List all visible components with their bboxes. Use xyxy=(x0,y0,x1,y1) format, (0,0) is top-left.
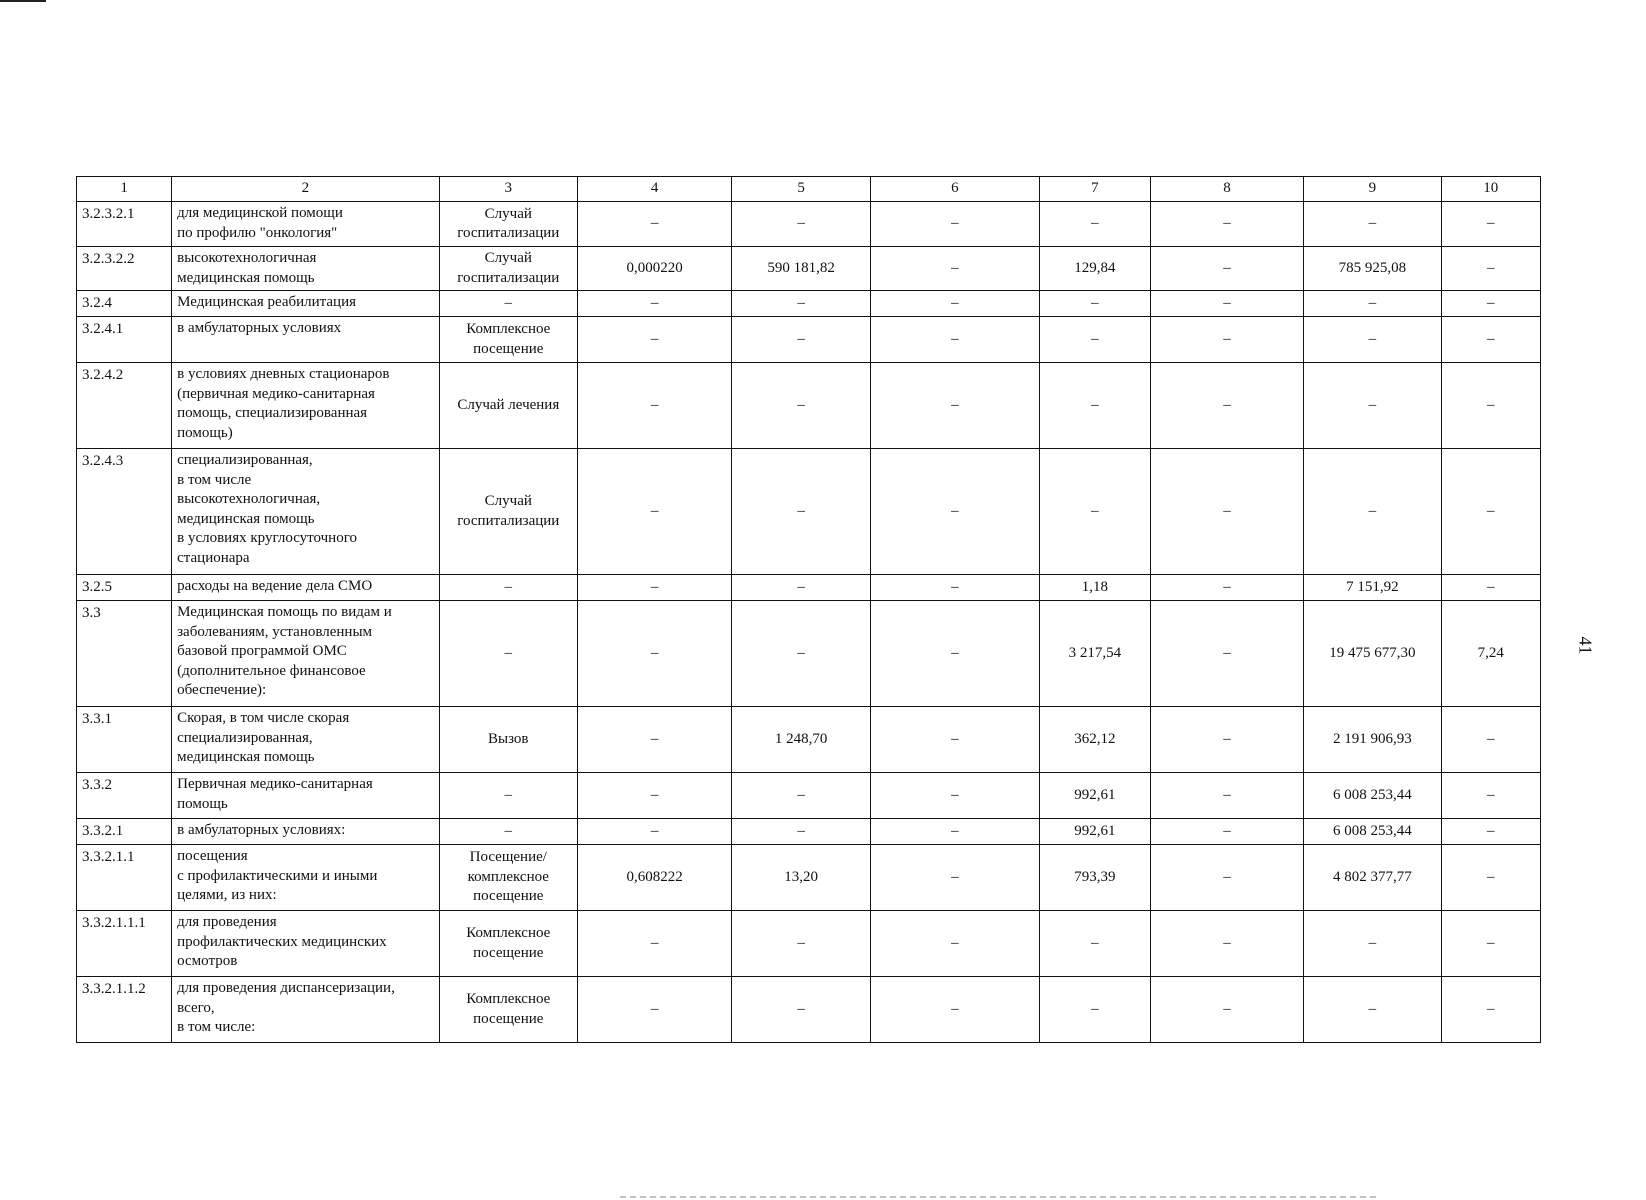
table-cell: – xyxy=(578,317,732,363)
table-cell: Вызов xyxy=(439,707,577,773)
table-cell: – xyxy=(1150,247,1303,291)
table-cell: – xyxy=(578,819,732,845)
row-name-cell: Скорая, в том числе скорая специализированная, медицинская помощь xyxy=(172,707,439,773)
table-cell: – xyxy=(1150,773,1303,819)
table-cell: 1,18 xyxy=(1039,575,1150,601)
table-cell: – xyxy=(732,575,870,601)
table-cell: – xyxy=(870,449,1039,575)
table-cell: – xyxy=(1304,317,1441,363)
table-cell: – xyxy=(439,819,577,845)
table-row xyxy=(77,911,1541,977)
table-cell: – xyxy=(732,819,870,845)
table-cell: – xyxy=(1150,845,1303,911)
table-cell: – xyxy=(1150,291,1303,317)
header-cell: 9 xyxy=(1304,177,1441,202)
row-name-cell: Медицинская реабилитация xyxy=(172,291,439,317)
table-cell: – xyxy=(1304,363,1441,449)
table-row xyxy=(77,707,1541,773)
table-cell: – xyxy=(732,977,870,1043)
table-cell: – xyxy=(1150,363,1303,449)
table-cell: – xyxy=(1441,845,1540,911)
table-cell: – xyxy=(1039,911,1150,977)
row-name-cell: для медицинской помощи по профилю "онкология" xyxy=(172,202,439,247)
table-row xyxy=(77,575,1541,601)
page-number: 41 xyxy=(1575,636,1596,655)
table-cell: 590 181,82 xyxy=(732,247,870,291)
table-cell: 7 151,92 xyxy=(1304,575,1441,601)
row-name-cell: специализированная, в том числе высокотехнологичная, медицинская помощь в условиях круглосуточного стационара xyxy=(172,449,439,575)
table-cell: – xyxy=(1441,317,1540,363)
row-number-cell: 3.3.2.1 xyxy=(77,819,172,845)
table-cell: – xyxy=(578,773,732,819)
table-cell: – xyxy=(1441,363,1540,449)
row-number-cell: 3.2.3.2.1 xyxy=(77,202,172,247)
row-number-cell: 3.3.2 xyxy=(77,773,172,819)
table-cell: – xyxy=(1039,363,1150,449)
table-row xyxy=(77,363,1541,449)
table-cell: 992,61 xyxy=(1039,773,1150,819)
table-cell: – xyxy=(732,317,870,363)
table-cell: 0,608222 xyxy=(578,845,732,911)
table-cell: – xyxy=(578,291,732,317)
table-row xyxy=(77,977,1541,1043)
table-cell: – xyxy=(870,819,1039,845)
table-row xyxy=(77,202,1541,247)
table-row xyxy=(77,291,1541,317)
table-cell: – xyxy=(870,845,1039,911)
table-body xyxy=(77,177,1541,1043)
table-cell: – xyxy=(1039,449,1150,575)
table-cell: – xyxy=(1441,707,1540,773)
table-cell: 129,84 xyxy=(1039,247,1150,291)
table-cell: – xyxy=(1441,911,1540,977)
table-cell: – xyxy=(1304,202,1441,247)
row-number-cell: 3.3.2.1.1 xyxy=(77,845,172,911)
table-cell: Комплексное посещение xyxy=(439,911,577,977)
header-cell: 8 xyxy=(1150,177,1303,202)
table-cell: – xyxy=(870,202,1039,247)
header-cell: 3 xyxy=(439,177,577,202)
table-row xyxy=(77,317,1541,363)
table-cell: – xyxy=(1441,291,1540,317)
table-row xyxy=(77,845,1541,911)
table-cell: – xyxy=(1441,202,1540,247)
table-cell: 2 191 906,93 xyxy=(1304,707,1441,773)
row-number-cell: 3.2.5 xyxy=(77,575,172,601)
table-cell: Случай госпитализации xyxy=(439,247,577,291)
table-cell: – xyxy=(1039,977,1150,1043)
table-cell: – xyxy=(1150,575,1303,601)
row-name-cell: в амбулаторных условиях: xyxy=(172,819,439,845)
table-cell: – xyxy=(1150,911,1303,977)
row-name-cell: для проведения профилактических медицинских осмотров xyxy=(172,911,439,977)
table-cell: – xyxy=(1150,977,1303,1043)
table-cell: – xyxy=(439,291,577,317)
table-cell: – xyxy=(870,707,1039,773)
table-row xyxy=(77,601,1541,707)
row-name-cell: Медицинская помощь по видам и заболеваниям, установленным базовой программой ОМС (дополнительное финансовое обеспечение): xyxy=(172,601,439,707)
table-cell: – xyxy=(1304,291,1441,317)
table-cell: – xyxy=(1441,773,1540,819)
table-row xyxy=(77,449,1541,575)
table-cell: – xyxy=(1150,317,1303,363)
row-name-cell: высокотехнологичная медицинская помощь xyxy=(172,247,439,291)
table-cell: – xyxy=(1304,449,1441,575)
table-cell: – xyxy=(870,977,1039,1043)
table-cell: – xyxy=(1150,707,1303,773)
table-cell: 6 008 253,44 xyxy=(1304,819,1441,845)
table-cell: Комплексное посещение xyxy=(439,317,577,363)
table-cell: – xyxy=(732,449,870,575)
table-cell: – xyxy=(1150,601,1303,707)
table-cell: – xyxy=(578,911,732,977)
table-cell: – xyxy=(1039,202,1150,247)
table-cell: 4 802 377,77 xyxy=(1304,845,1441,911)
table-cell: 992,61 xyxy=(1039,819,1150,845)
table-cell: – xyxy=(870,575,1039,601)
table-cell: – xyxy=(439,575,577,601)
row-number-cell: 3.2.3.2.2 xyxy=(77,247,172,291)
table-cell: – xyxy=(1441,449,1540,575)
table-cell: 785 925,08 xyxy=(1304,247,1441,291)
table-cell: – xyxy=(870,363,1039,449)
row-number-cell: 3.2.4.2 xyxy=(77,363,172,449)
table-row xyxy=(77,247,1541,291)
row-number-cell: 3.3.1 xyxy=(77,707,172,773)
table-cell: – xyxy=(1441,819,1540,845)
table-cell: – xyxy=(1150,449,1303,575)
table-cell: – xyxy=(732,911,870,977)
table-cell: – xyxy=(1039,291,1150,317)
row-name-cell: расходы на ведение дела СМО xyxy=(172,575,439,601)
header-cell: 10 xyxy=(1441,177,1540,202)
row-name-cell: посещения с профилактическими и иными целями, из них: xyxy=(172,845,439,911)
table-cell: – xyxy=(870,291,1039,317)
header-cell: 1 xyxy=(77,177,172,202)
table-cell: – xyxy=(578,363,732,449)
table-cell: – xyxy=(578,601,732,707)
table-cell: – xyxy=(1039,317,1150,363)
table-header-row xyxy=(77,177,1541,202)
table-cell: – xyxy=(439,601,577,707)
table-cell: – xyxy=(1441,977,1540,1043)
row-number-cell: 3.3.2.1.1.2 xyxy=(77,977,172,1043)
program-table xyxy=(76,176,1541,1043)
scan-corner-mark xyxy=(0,0,46,2)
table-cell: Случай госпитализации xyxy=(439,449,577,575)
table-cell: Случай госпитализации xyxy=(439,202,577,247)
table-cell: – xyxy=(870,911,1039,977)
table-cell: – xyxy=(578,449,732,575)
table-cell: – xyxy=(870,317,1039,363)
table-cell: – xyxy=(578,977,732,1043)
row-number-cell: 3.2.4.1 xyxy=(77,317,172,363)
row-number-cell: 3.2.4.3 xyxy=(77,449,172,575)
table-cell: – xyxy=(732,202,870,247)
table-cell: – xyxy=(870,601,1039,707)
faded-footer-line xyxy=(620,1196,1380,1198)
table-cell: 3 217,54 xyxy=(1039,601,1150,707)
table-cell: – xyxy=(870,247,1039,291)
table-cell: – xyxy=(439,773,577,819)
table-cell: – xyxy=(1150,202,1303,247)
table-cell: Посещение/ комплексное посещение xyxy=(439,845,577,911)
row-number-cell: 3.2.4 xyxy=(77,291,172,317)
table-cell: – xyxy=(578,575,732,601)
table-row xyxy=(77,819,1541,845)
header-cell: 7 xyxy=(1039,177,1150,202)
table-cell: – xyxy=(1150,819,1303,845)
table-cell: – xyxy=(732,601,870,707)
table-cell: 0,000220 xyxy=(578,247,732,291)
table-cell: – xyxy=(1304,911,1441,977)
header-cell: 5 xyxy=(732,177,870,202)
table-cell: – xyxy=(732,291,870,317)
table-row xyxy=(77,773,1541,819)
table-cell: – xyxy=(578,707,732,773)
table-cell: – xyxy=(578,202,732,247)
table-cell: 1 248,70 xyxy=(732,707,870,773)
table-cell: 362,12 xyxy=(1039,707,1150,773)
row-number-cell: 3.3.2.1.1.1 xyxy=(77,911,172,977)
table-cell: 6 008 253,44 xyxy=(1304,773,1441,819)
table-cell: Случай лечения xyxy=(439,363,577,449)
table-cell: – xyxy=(870,773,1039,819)
row-name-cell: для проведения диспансеризации, всего, в том числе: xyxy=(172,977,439,1043)
table-cell: – xyxy=(732,773,870,819)
table-cell: 7,24 xyxy=(1441,601,1540,707)
header-cell: 2 xyxy=(172,177,439,202)
table-cell: – xyxy=(1441,247,1540,291)
table-cell: – xyxy=(732,363,870,449)
table-cell: Комплексное посещение xyxy=(439,977,577,1043)
table-cell: 19 475 677,30 xyxy=(1304,601,1441,707)
table-cell: 13,20 xyxy=(732,845,870,911)
table-cell: – xyxy=(1304,977,1441,1043)
header-cell: 6 xyxy=(870,177,1039,202)
row-name-cell: в условиях дневных стационаров (первичная медико-санитарная помощь, специализированная помощь) xyxy=(172,363,439,449)
header-cell: 4 xyxy=(578,177,732,202)
table-cell: 793,39 xyxy=(1039,845,1150,911)
table-cell: – xyxy=(1441,575,1540,601)
row-name-cell: в амбулаторных условиях xyxy=(172,317,439,363)
row-number-cell: 3.3 xyxy=(77,601,172,707)
row-name-cell: Первичная медико-санитарная помощь xyxy=(172,773,439,819)
